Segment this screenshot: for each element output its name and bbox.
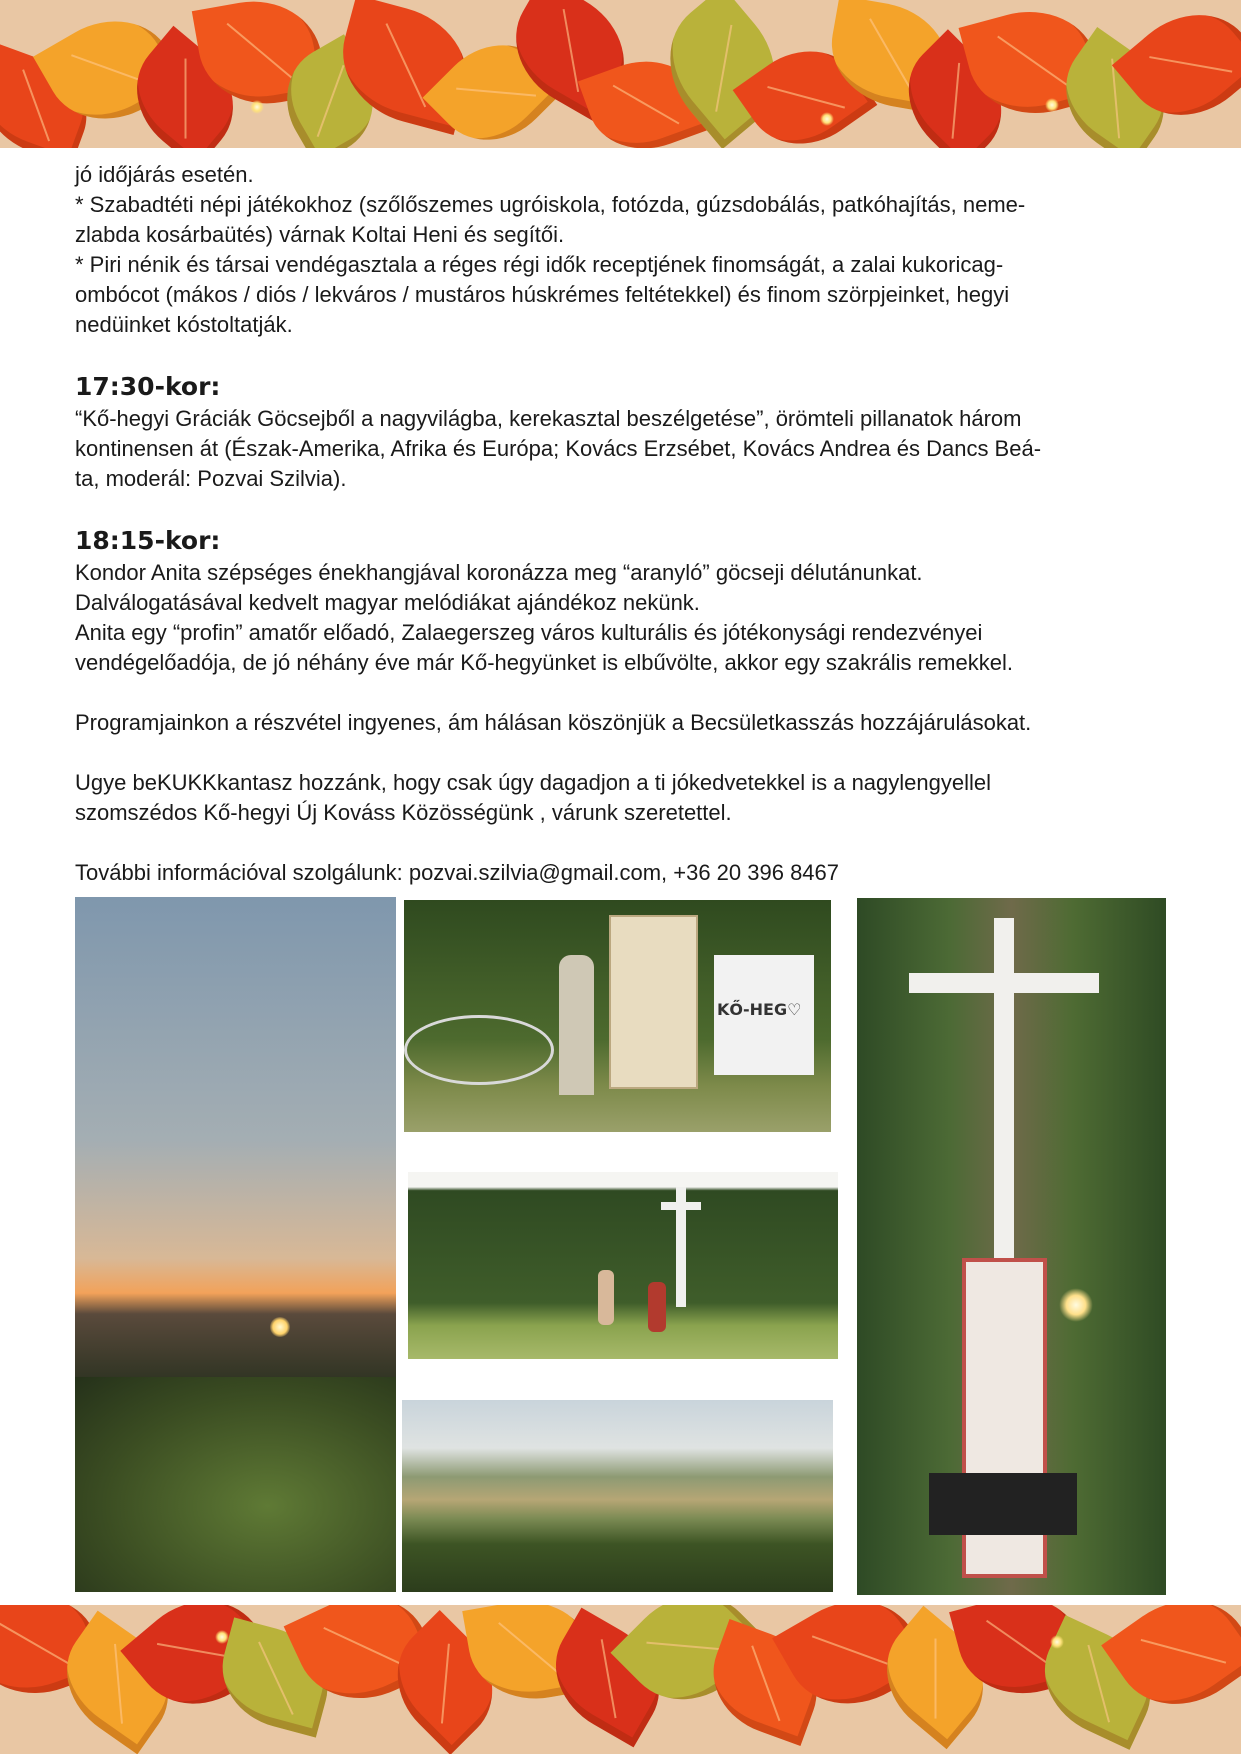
section-heading-1730: 17:30-kor: [75,372,221,401]
text-line: zlabda kosárbaütés) várnak Koltai Heni és segítői. [75,222,565,247]
text-line: Kondor Anita szépséges énekhangjával koronázza meg “aranyló” göcseji délutánunkat. [75,560,923,585]
text-line: jó időjárás esetén. [75,162,254,187]
bottom-leaf-border [0,1605,1241,1754]
text-line: Dalválogatásával kedvelt magyar melódiákat ajándékoz nekünk. [75,590,700,615]
text-line: kontinensen át (Észak-Amerika, Afrika és Európa; Kovács Erzsébet, Kovács Andrea és Dancs Beá- [75,436,1042,461]
text-line: Anita egy “profin” amatőr előadó, Zalaegerszeg város kulturális és jótékonysági rendezvényei [75,620,983,645]
stone-cross-photo [857,898,1166,1595]
free-entry-text: Programjainkon a részvétel ingyenes, ám hálásan köszönjük a Becsületkasszás hozzájárulásokat. [75,710,1032,735]
contact-info: További információval szolgálunk: pozvai.szilvia@gmail.com, +36 20 396 8467 [75,860,840,885]
text-line: ombócot (mákos / diós / lekváros / mustáros húskrémes feltétekkel) és finom szörpjeinket, hegyi [75,282,1010,307]
text-line: szomszédos Kő-hegyi Új Kováss Közösségünk , várunk szeretettel. [75,800,732,825]
text-line: ta, moderál: Pozvai Szilvia). [75,466,347,491]
sunset-photo [75,897,396,1592]
text-line: vendégelőadója, de jó néhány éve már Kő-hegyünket is elbűvölte, akkor egy szakrális remekkel. [75,650,1013,675]
photo-board-photo [404,900,831,1132]
text-line: “Kő-hegyi Gráciák Göcsejből a nagyvilágba, kerekasztal beszélgetése”, örömteli pillanatok három [75,406,1022,431]
text-line: * Piri nénik és társai vendégasztala a réges régi idők receptjének finomságát, a zalai kukoricag- [75,252,1004,277]
section-heading-1815: 18:15-kor: [75,526,221,555]
text-line: nedüinket kóstoltatják. [75,312,293,337]
garden-cross-photo [408,1172,838,1359]
text-line: * Szabadtéti népi játékokhoz (szőlőszemes ugróiskola, fotózda, gúzsdobálás, patkóhajítás, neme- [75,192,1026,217]
top-leaf-border [0,0,1241,151]
sign-text: KŐ-HEG♡ [717,1000,802,1019]
text-line: Ugye beKUKKkantasz hozzánk, hogy csak úgy dagadjon a ti jókedvetekkel is a nagylengyellel [75,770,991,795]
article-body [75,160,1165,888]
landscape-photo [402,1400,833,1592]
